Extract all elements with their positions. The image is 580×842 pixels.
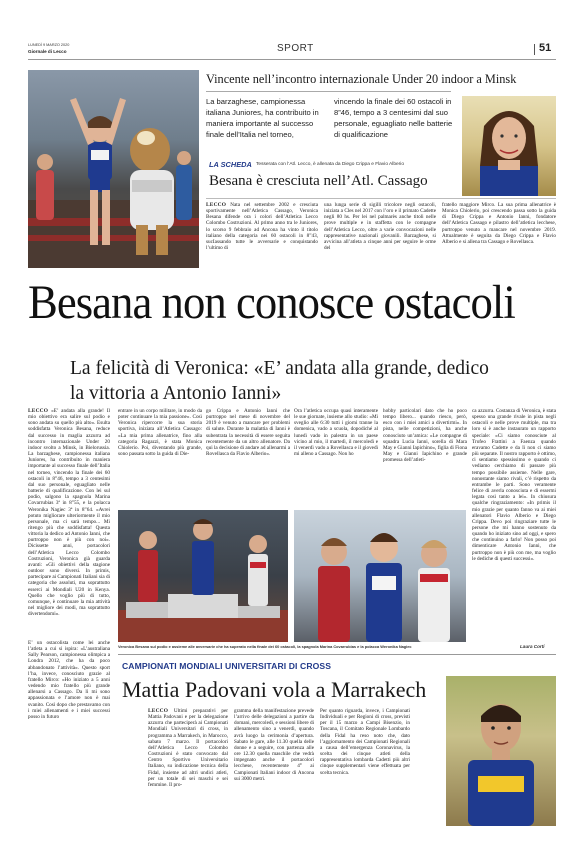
cross-dateline: LECCO [148,708,169,714]
main-col6: ca azzurra. Costanza di Veronica, è stata spesso una grande rivale in pista negli ostacoli e nelle prove multiple, ma tra loro si è anche instaurato un rapporto speciale: «Ci siamo conosciute al Trofeo Frattini a Faenza quando eravamo Cadette e da lì non ci siamo più separate. Il nostro rapporto è ottimo, ci sentiamo spessissimo e quando ci vediamo cerchiamo di passare più tempo possibile assieme. Nelle gare, nonostante siamo rivali, c’è rispetto da entrambe le parti. Sono veramente felice di averla conosciuta e di essermi legata così tanto a lei». In chiusura qualche ringraziamento: «In primis il mio grazie per quanto fanno va ai miei allenatori Flavio Alberio e Diego Crippa. Devo poi ringraziare tutte le persone che mi hanno sostenuto da quando ho iniziato sino ad oggi, e spero che continuino a farlo! Non posso poi dimenticare Antonio Ianni, che purtroppo non è più con me, ma voglio le dediche di questi successi». [472,408,556,562]
cross-col1-text: Ultimi preparativi per Mattia Padovani e per la delegazione azzurra che parteciperà ai Campionati Mondiali Universitari di cross, in programma a Marrakech, in Marocco, sabato 7 marzo. Il portacolori dell’Atletica Lecco Colombo Costruzioni è stato convocato dal Centro Sportivo Universitario Italiano, su indicazione tecnica della Fidal, insieme ad altri undici atleti, per un totale di sei maschi e sei femmine. Il pro- [148,708,228,788]
cross-headline: Mattia Padovani vola a Marrakech [122,677,427,702]
main-col1b: E’ un ostacolista come lei anche l’atleta a cui si ispira: «L’australiana Sally Pearson, campionessa olimpica a Londra 2012, che ha da poco abbandonato l’attività». Questo sport l’ha, invece, conosciuto grazie al fratello Mirco: «Ho iniziato a 5 anni vedendo mio fratello più grande allenarsi a Cassago. Da lì mi sono appassionata e l’amore non è mai svanito. Così dopo che prestavamo con i miei allenamenti e i miei successi posso in futuro [28,640,110,720]
top-intro-col2: vincendo la finale dei 60 ostacoli in 8”46, tempo a 3 centesimi dal suo personale, eguagliato nelle batterie di qualificazione [334,97,453,139]
main-subhead: La felicità di Veronica: «E’ andata alla grande, dedico la vittoria a Antonio Ianni» [70,358,489,404]
photo-athlete-celebrating [28,70,199,268]
main-photo-caption: Veronica Besana sul podio e assieme alle avversarie che ha superato nella finale dei 60 ostacoli, la spagnola Marina Covarrubias e la polacca Weronika Nagiec [118,644,412,649]
top-intro-col1: La barzaghese, campionessa italiana Juniores, ha contribuito in maniera importante al successo finale dell’Italia nel torneo, [206,97,319,139]
runner-illustration [446,676,556,826]
scheda-title: Besana è cresciuta nell’Atl. Cassago [209,173,428,189]
main-col1 [28,408,110,638]
cross-col2: gramma della manifestazione prevede l’arrivo delle delegazioni a partire da domani, mercoledì, e sessioni libere di allenamento sino a venerdì, quando avrà luogo la cerimonia d’apertura. Sabato le gare, alle 11.30 quella delle donne e a seguire, con partenza alle ore 12.30 quella maschile che vedrà impegnato anche il portacolori lecchese, recentemente 4° ai Campionati Italiani indoor di Ancona sui 3000 metri. [234,708,314,782]
group-illustration [294,510,466,642]
cross-strap: CAMPIONATI MONDIALI UNIVERSITARI DI CROSS [122,661,332,671]
main-col4: Ora l’atletica occupa quasi interamente le sue giornate, insieme allo studio: «Mi sveglio alle 6:30 tutti i giorni tranne la domenica, vado a scuola, dopodiché al lunedì vado in palestra in un paese vicino al mio, il martedì, il mercoledì e il venerdì vado a Rovellasca e il giovedì mi alleno a Cassago. Non ho [294,408,378,458]
masthead-paper: Giornale di Lecco [28,49,67,54]
photo-athletes-group [294,510,466,642]
podium-illustration [118,510,288,642]
photo-athlete-portrait [462,96,556,196]
top-rule [206,91,451,92]
masthead-date: LUNEDÌ 9 MARZO 2020 [28,43,70,47]
athlete-illustration [28,70,199,268]
scheda-box [206,158,458,198]
page-number: 51 [539,42,552,54]
scheda-col3: fratello maggiore Mirco. La sua prima allenatrice è Monica Chiolerio, poi crescendo passa sotto la guida di Diego Crippa e Antonio Ianni, fondatore dell’Atletica Cassago e pilastro dell’atletica lecchese, purtroppo venuto a mancare nel novembre 2019. Attualmente è seguita da Diego Crippa e Flavio Alberio e si allena tra Cassago e Rovellasca. [442,202,556,245]
scheda-col2: una lunga serie di sigilli tricolore negli ostacoli, iniziata a Cles nel 2017 con l’oro e il primato Cadette negli 80 hs. Per lei nel palmarès anche titoli nelle prove multiple e in staffetta con le compagne dell’Atletica Lecco, oltre a varie convocazioni nelle rappresentative nazionali giovanili. Barzaghese, si avvicina all’atleta a cinque anni per seguire le orme del [324,202,436,252]
scheda-rule [206,198,556,199]
main-col1-text: «E’ andata alla grande! Il mio obiettivo era salire sul podio e sono andata su quello più alto». Esulta soddisfatta Veronica Besana, reduce dal successo in maglia azzurra ad incontro internazionale Under 20 indoor svolto a Minsk, in Bielorussia. La barzaghese, campionessa italiana Juniores, ha contribuito in maniera importante al successo finale dell’Italia nel torneo, vincendo la finale dei 60 ostacoli in 8”46, tempo a 3 centesimi dal suo personale, eguagliato nelle batterie di qualificazione. Con lei sul podio, salgono la spagnola Marina Covarrubias 3ª in 8”55, e la polacca Weronika Nagiec 3ª in 8”64. «Avrei potuto migliorare ulteriormente il mio personale, ma ci sarà tempo... Mi ritengo più che soddisfatta! Questa vittoria la dedico ad Antonio Ianni, che purtroppo non è più con noi». Dicissette anni, portacolori dell’Atletica Lecco Colombo Costruzioni, Veronica già guarda avanti: «Gli obiettivi della stagione outdoor sono diversi. In primis, partecipare ai Campionati Italiani sia di categoria che assoluti, ma soprattutto esserci ai Mondiali U20 in Kenya. Quello che voglio più di tutto, comunque, è continuare la mia attività nel migliore dei modi, ma soprattutto divertendomi». [28,408,110,618]
top-headline: Vincente nell’incontro internazionale Under 20 indoor a Minsk [206,72,517,86]
photo-podium [118,510,288,642]
main-dateline: LECCO [28,408,49,414]
scheda-strap: Tesserata con l’Atl. Lecco, è allenata da Diego Crippa e Flavio Alberio [256,162,404,167]
main-byline: Laura Corti [520,644,545,649]
scheda-label: LA SCHEDA [209,160,252,169]
page-number-divider [534,44,535,55]
main-col5: hobby particolari dato che ho poco tempo libero... quando riesco, però, esco con i miei amici a divertirmi». In pista, nelle competizioni, ha anche conosciuto un’amica: «Le compagne di squadra Lucia Ianni, sorella di Mara May e Gianni Iapichino», figlia di Fiona May e Gianni Iapichino e grande promessa dell’atleti- [383,408,467,464]
main-headline: Besana non conosce ostacoli [28,276,515,329]
cross-col1 [148,708,228,836]
cross-col3: Per quanto riguarda, invece, i Campionati Individuali e per Regioni di cross, previsti per il 15 marzo a Campi Bisenzio, in Toscana, il Comitato Regionale Lombardo della Fidal ha reso noto che, dato l’aggiornamento dei Campionati Regionali a causa dell’emergenza Coronavirus, la scelta dei cinque atleti della rappresentativa lombarda Cadetti più altri cinque supplementari viene effettuata per scelta tecnica. [320,708,410,776]
photo-mattia-padovani [446,676,556,826]
main-col3: go Crippa e Antonio Ianni che purtroppo nel mese di novembre del 2019 è venuto a mancare per problemi di salute. Durante la malattia di Ianni è subentrata la necessità di essere seguita recentemente da un altro allenatore. Da qui la decisione di andare ad allenarmi a Rovellasca da Flavio Alberio». [206,408,290,458]
main-col2: entrare in un corpo militare, in modo da poter continuare la mia passione». Così Veronica ripercorre la sua storia sportiva, iniziata all’Atletica Cassago: «La mia prima allenatrice, fino alla categoria Ragazzi, è stata Monica Chiolerio. Poi, diventando più grande, sono passata sotto la guida di Die- [118,408,202,458]
masthead [28,40,556,60]
scheda-dateline: LECCO [206,202,227,208]
scheda-col1 [206,202,318,268]
scheda-col1-text: Nata nel settembre 2002 e cresciuta sportivamente nell’Atletica Cassago, Veronica Besana difende ora i colori dell’Atletica Lecco Colombo Costruzioni. Al primo anno tra le Juniores, lo scorso 9 febbraio ad Ancona ha vinto il titolo italiano della categoria nei 60 ostacoli in 8”43, sucIassando tutte le avversarie e conquistando l’ultimo di [206,202,318,252]
portrait-illustration [462,96,556,196]
section-name: SPORT [277,43,314,54]
